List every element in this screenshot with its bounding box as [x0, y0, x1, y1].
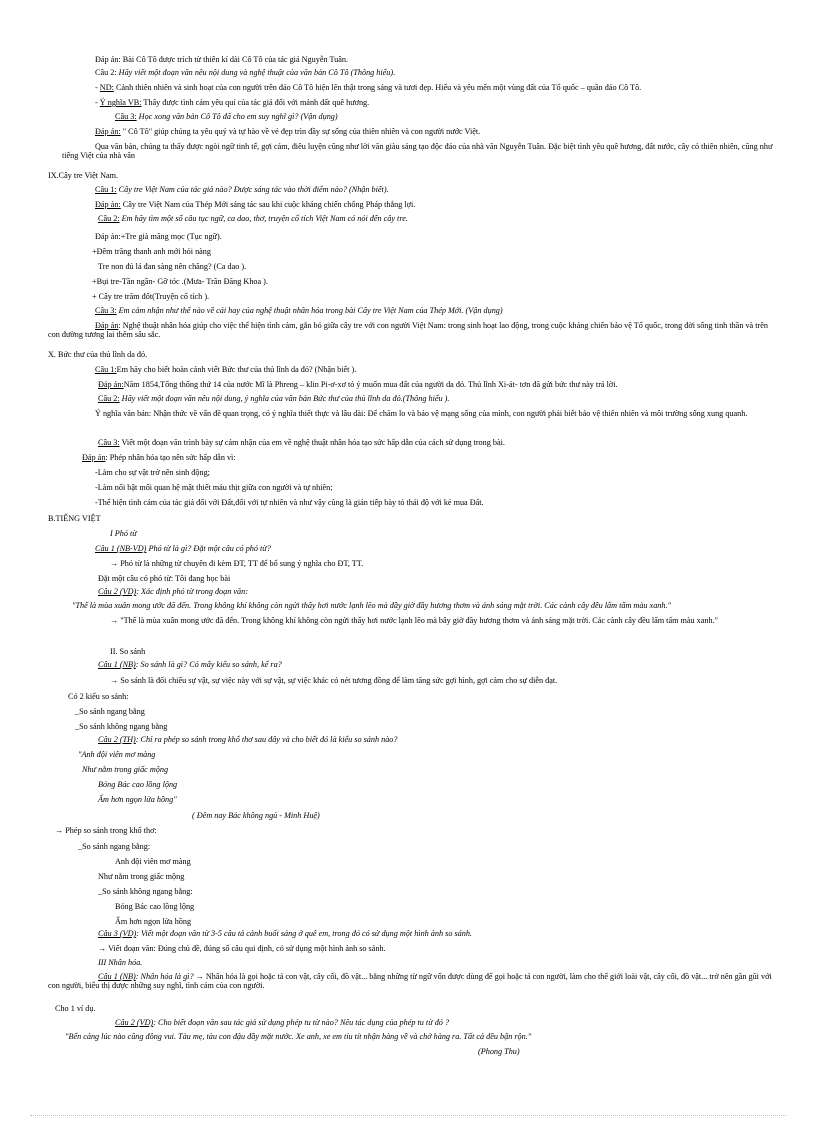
section-heading: B.TIẾNG VIỆT: [48, 514, 101, 523]
question-text: : Nhân hóa là gì?: [135, 972, 194, 981]
answer-line: → Viết đoạn văn: Đúng chủ đề, đúng số câu qui định, có sử dụng một hình ảnh so sánh.: [98, 944, 386, 953]
question-label: Câu 1 (NB): [98, 972, 136, 981]
quote: "Thế là mùa xuân mong ước đã đến. Trong không khí không còn ngửi thấy hơi nước lạnh lẽo mà đầy giờ đầy hương thơm và ánh sáng mặt trời. Các cành cây đều lấm tấm màu xanh.": [72, 601, 671, 610]
list-item: -Thể hiện tình cảm của tác giả đối với Đất,đối với tự nhiên và như vậy cũng là gián tiếp bày tỏ thái độ với kẻ mua Đất.: [95, 498, 484, 507]
question-label: Câu 2 (VD): [98, 587, 137, 596]
subsection-heading: III Nhân hóa.: [98, 958, 143, 967]
answer-text: " Cô Tô" giúp chúng ta yêu quý và tự hào về vẻ đẹp trìn đầy sự sống của thiên nhiên và con người nước Việt.: [120, 127, 481, 136]
question-line: [95, 365, 356, 374]
question-label: Câu 3:: [115, 112, 137, 121]
question-label: Câu 1:: [95, 185, 117, 194]
answer-line: [95, 200, 415, 209]
text: Cảnh thiên nhiên và sinh hoạt của con người trên đảo Cô Tô hiện lên thật trong sáng và tươi đẹp. Hiểu và yêu mến một vùng đất của Tổ quốc – quần đảo Cô Tô.: [113, 83, 642, 92]
question-text: Em cảm nhận như thế nào về cái hay của nghệ thuật nhân hóa trong bài Cây tre Việt Nam của Thép Mới. (Vận dụng): [116, 306, 503, 315]
question-label: Câu 2 (TH): [98, 735, 136, 744]
answer-text: : Phép nhân hóa tạo nên sức hấp dẫn vì:: [105, 453, 236, 462]
answer-line: → Phó từ là những từ chuyên đi kèm ĐT, TT để bổ sung ý nghĩa cho ĐT, TT.: [110, 559, 364, 568]
answer-paragraph: [48, 972, 778, 991]
question-text: Em hãy tìm một số câu tục ngữ, ca dao, thơ, truyện cổ tích Việt Nam có nói đến cây tre.: [119, 214, 408, 223]
question-line: [115, 1018, 449, 1027]
question-label: Câu 1 (NB): [98, 660, 136, 669]
list-item: -Làm cho sự vật trở nên sinh động;: [95, 468, 210, 477]
question-text: : Chỉ ra phép so sánh trong khổ thơ sau đây và cho biết đó là kiểu so sánh nào?: [135, 735, 398, 744]
question-label: Câu 3:: [95, 306, 117, 315]
answer-line: Đáp án:+Tre già măng mọc (Tục ngữ).: [95, 232, 222, 241]
answer-line: Đáp án: Bài Cô Tô được trích từ thiên kí dài Cô Tô của tác giả Nguyễn Tuân.: [95, 55, 349, 64]
quote: "Bến cảng lúc nào cũng đông vui. Tàu mẹ, tàu con đậu đầy mặt nước. Xe anh, xe em tíu tít nhận hàng về và chở hàng ra. Tất cả đều bận rộn.": [65, 1032, 532, 1041]
question-label: Câu 2:: [98, 394, 120, 403]
question-line: [98, 929, 472, 938]
answer-line: [98, 380, 618, 389]
answer-line: +Bụi tre-Tần ngần- Gỡ tóc .(Mưa- Trần Đăng Khoa ).: [92, 277, 268, 286]
answer-line: → Phép so sánh trong khổ thơ:: [55, 826, 157, 835]
question-label: Câu 3:: [98, 438, 120, 447]
answer-line: Tre non đủ lá đan sàng nên chăng? (Ca dao ).: [98, 262, 247, 271]
question-line: [95, 544, 271, 553]
question-text: : Cho biết đoạn văn sau tác giả sử dụng phép tu từ nào? Nêu tác dụng của phép tu từ đó ?: [153, 1018, 450, 1027]
poem-line: Ấm hơn ngọn lửa hồng: [115, 917, 192, 926]
question-line: [95, 185, 389, 194]
text: Thấy được tình cảm yêu quí của tác giả đối với mảnh đất quê hương.: [141, 98, 370, 107]
question-text: Hãy viết một đoạn văn nêu nội dung, ý nghĩa của văn bản Bức thư của thủ lĩnh da đỏ.(Thông hiểu ).: [119, 394, 450, 403]
answer-line: + Cây tre trăm đốt(Truyện cổ tích ).: [92, 292, 210, 301]
list-item: _So sánh ngang bằng: [75, 707, 145, 716]
section-heading: IX.Cây tre Việt Nam.: [48, 171, 119, 180]
answer-paragraph: → "Thế là mùa xuân mong ước đã đến. Trong không khí không còn ngửi thấy hơi nước lạnh lẽo mà bây giờ đầy hương thơm và ánh sáng mặt trời. Các cành cây đều lấm tấm màu xanh.": [110, 616, 718, 625]
answer-label: Đáp án: [82, 453, 106, 462]
question-text: : Xác định phó từ trong đoạn văn:: [136, 587, 248, 596]
answer-line: → So sánh là đối chiếu sự vật, sự việc này với sự vật, sự việc khác có nét tương đồng để làm tăng sức gợi hình, gợi cảm cho sự diễn đạt.: [110, 676, 558, 685]
question-text: : So sánh là gì? Có mấy kiểu so sánh, kể ra?: [135, 660, 282, 669]
list-item: _So sánh ngang bằng:: [78, 842, 151, 851]
question-label: Câu 3 (VD): [98, 929, 137, 938]
list-item: _So sánh không ngang bằng:: [98, 887, 193, 896]
label: Ý nghĩa VB:: [99, 98, 142, 107]
poem-line: Anh đội viên mơ màng: [115, 857, 191, 866]
answer-text: → Nhân hóa là gọi hoặc tả con vật, cây cối, đồ vật... bằng những từ ngữ vốn được dùng để gọi hoặc tả con người, làm cho thế giới loài vật, cây cối, đồ vật... trở nên gần gũi với con người, biểu thị được những suy nghĩ, tình cảm của con người.: [48, 972, 772, 991]
answer-text: : Nghệ thuật nhân hóa giúp cho việc thể hiện tình cảm, gắn bó giữa cây tre với con người Việt Nam: trong sinh hoạt lao động, trong cuộc kháng chiến bảo vệ Tổ quốc, trong đời sống tinh thần và trên con đường tương lai thêm sâu sắc.: [48, 321, 768, 340]
quote-source: (Phong Thu): [478, 1047, 520, 1056]
page-divider: [30, 1115, 786, 1116]
question-line: [98, 660, 282, 669]
answer-line: [95, 127, 480, 136]
question-label: Câu 2:: [98, 214, 120, 223]
question-line: [95, 306, 503, 315]
question-line: [98, 214, 408, 223]
paragraph: Ý nghĩa văn bản: Nhận thức về vấn đề quan trọng, có ý nghĩa thiết thực và lâu dài: Để chăm lo và bảo vệ mạng sống của mình, con người phải biết bảo vệ thiên nhiên và môi trường sống xung quanh.: [95, 409, 748, 418]
poem-line: Như nằm trong giấc mộng: [82, 765, 169, 774]
meaning-line: - Ý nghĩa VB: Thấy được tình cảm yêu quí của tác giả đối với mảnh đất quê hương.: [95, 98, 370, 107]
question-label: Câu 1:: [95, 365, 117, 374]
question-label: Câu 1 (NB-VD): [95, 544, 147, 553]
question-text: Phó từ là gì? Đặt một câu có phó từ?: [146, 544, 271, 553]
answer-label: Đáp án:: [98, 380, 124, 389]
question-line: [98, 394, 449, 403]
question-text: Học xong văn bản Cô Tô đã cho em suy nghĩ gì? (Vận dụng): [136, 112, 338, 121]
answer-label: Đáp án:: [95, 200, 121, 209]
poem-line: "Anh đội viên mơ màng: [78, 750, 156, 759]
question-text: Cây tre Việt Nam của tác giả nào? Được sáng tác vào thời điểm nào? (Nhận biết).: [116, 185, 389, 194]
question-text: Em hãy cho biết hoàn cảnh viết Bức thư của thủ lĩnh da đỏ? (Nhận biết ).: [116, 365, 357, 374]
answer-label: Đáp án: [95, 321, 119, 330]
paragraph: Qua văn bản, chúng ta thấy được ngòi ngữ tinh tế, gợi cảm, điêu luyện cũng như lời văn giàu sáng tạo độc đáo của nhà văn Nguyễn Tuân. Đặc biệt tình yêu quê hương, đất nước, cây cỏ thiên nhiên, cũng như tiếng Việt của nhà văn: [62, 142, 773, 161]
poem-line: Như nằm trong giấc mộng: [98, 872, 185, 881]
question-line: [98, 438, 505, 447]
question-line: [95, 68, 395, 77]
poem-line: Bóng Bác cao lồng lộng: [98, 780, 178, 789]
question-label: Câu 2:: [95, 68, 117, 77]
question-text: Hãy viết một đoạn văn nêu nội dung và nghệ thuật của văn bản Cô Tô (Thông hiểu).: [116, 68, 396, 77]
answer-label: Đáp án:: [95, 127, 121, 136]
subsection-heading: I Phó từ: [110, 529, 137, 538]
answer-paragraph: [48, 321, 778, 340]
answer-line: Có 2 kiểu so sánh:: [68, 692, 129, 701]
list-item: _So sánh không ngang bằng: [75, 722, 168, 731]
question-label: Câu 2 (VD): [115, 1018, 154, 1027]
content-line: - ND: Cảnh thiên nhiên và sinh hoạt của con người trên đảo Cô Tô hiện lên thật trong sáng và tươi đẹp. Hiểu và yêu mến một vùng đất của Tổ quốc – quần đảo Cô Tô.: [95, 83, 642, 92]
answer-text: Cây tre Việt Nam của Thép Mới sáng tác sau khi cuộc kháng chiến chống Pháp thắng lợi.: [120, 200, 416, 209]
subsection-heading: II. So sánh: [110, 647, 146, 656]
section-heading: X. Bức thư của thủ lĩnh da đỏ.: [48, 350, 148, 359]
list-item: -Làm nổi bật mối quan hệ mật thiết máu thịt giữa con người và tự nhiên;: [95, 483, 333, 492]
question-line: [98, 735, 398, 744]
label: ND:: [99, 83, 114, 92]
answer-line: [82, 453, 236, 462]
question-line: [98, 587, 248, 596]
answer-text: Năm 1854,Tổng thống thứ 14 của nước Mĩ là Phreng – klin Pi-ơ-xơ tỏ ý muốn mua đất của người da đỏ. Thủ lĩnh Xi-át- tơn đã gửi bức thư này trả lời.: [123, 380, 618, 389]
question-text: Viết một đoạn văn trình bày sự cảm nhận của em về nghệ thuật nhân hóa tạo sức hấp dẫn của cách sử dụng trong bài.: [119, 438, 505, 447]
poem-line: Bóng Bác cao lồng lộng: [115, 902, 195, 911]
answer-line: +Đêm trăng thanh anh mới hỏi nàng: [92, 247, 211, 256]
question-text: : Viết một đoạn văn từ 3-5 câu tả cảnh buổi sáng ở quê em, trong đó có sử dụng một hình ảnh so sánh.: [136, 929, 472, 938]
question-line: [115, 112, 338, 121]
poem-line: Ấm hơn ngọn lửa hồng": [98, 795, 177, 804]
answer-line: Cho 1 ví dụ.: [55, 1004, 96, 1013]
answer-line: Đặt một câu có phó từ: Tôi đang học bài: [98, 574, 231, 583]
poem-source: ( Đêm nay Bác không ngủ - Minh Huệ): [192, 811, 320, 820]
